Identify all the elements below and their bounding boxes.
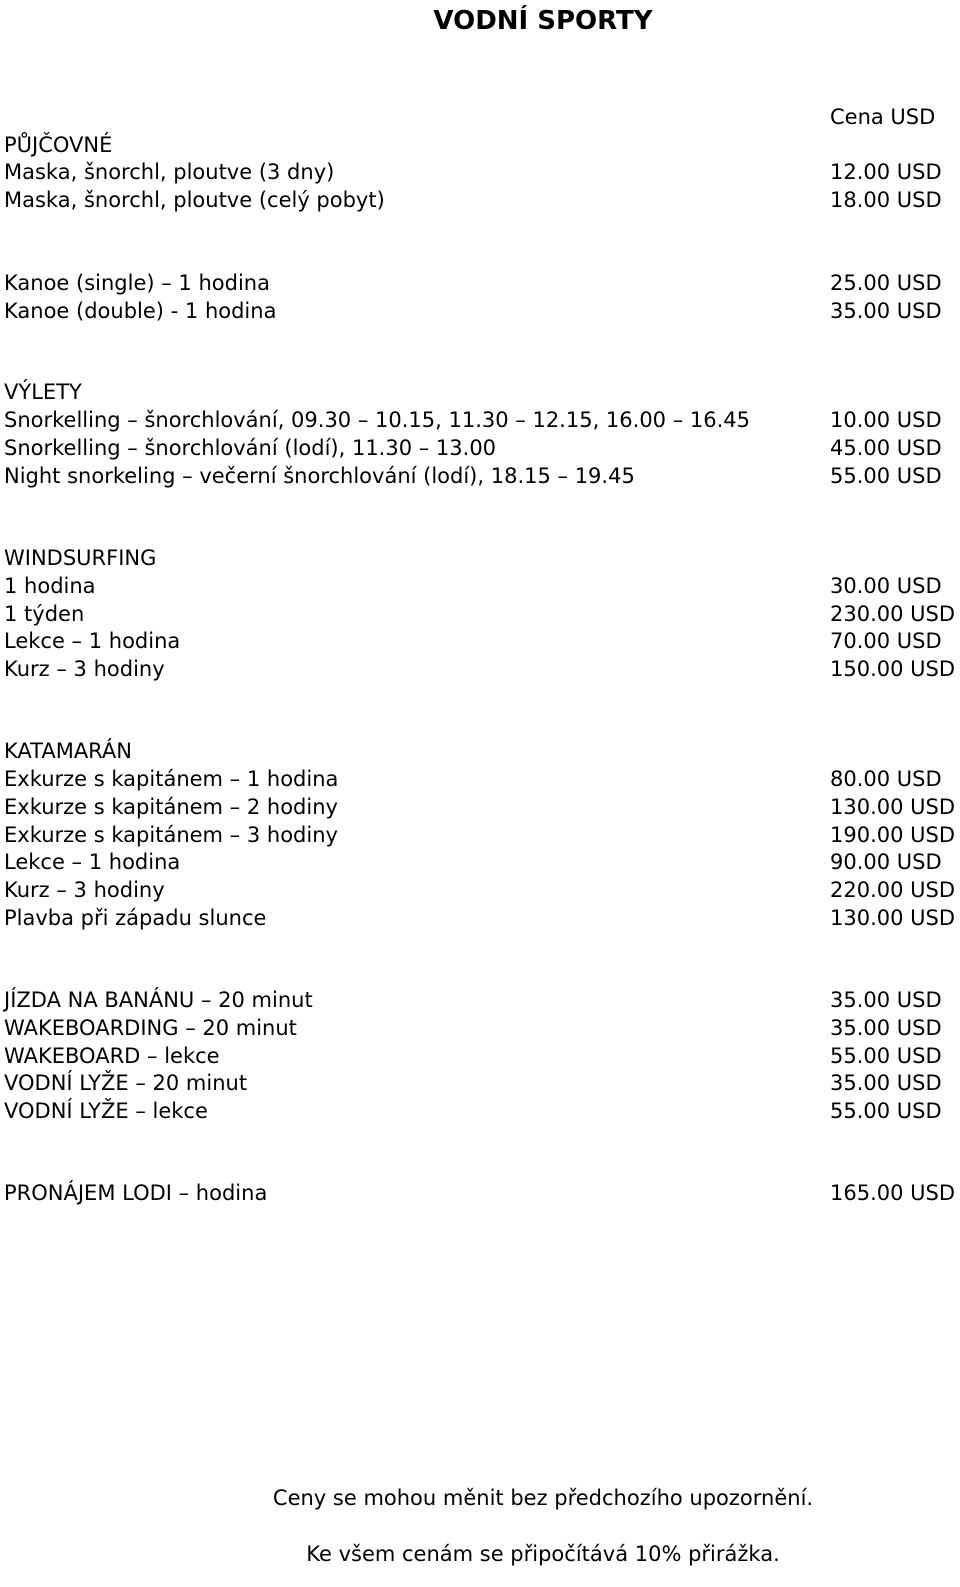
item-price: 18.00 USD [830, 188, 942, 212]
item-price: 70.00 USD [830, 629, 942, 653]
item-label: WAKEBOARDING – 20 minut [4, 1016, 297, 1040]
item-price: 55.00 USD [830, 1099, 942, 1123]
item-label: VODNÍ LYŽE – lekce [4, 1099, 208, 1123]
item-price: 220.00 USD [830, 878, 956, 902]
item-label: Kurz – 3 hodiny [4, 878, 165, 902]
item-label: JÍZDA NA BANÁNU – 20 minut [4, 988, 313, 1012]
item-price: 90.00 USD [830, 850, 942, 874]
item-price: 35.00 USD [830, 1071, 942, 1095]
item-price: 150.00 USD [830, 657, 956, 681]
item-label: PRONÁJEM LODI – hodina [4, 1181, 268, 1205]
item-price: 190.00 USD [830, 823, 956, 847]
item-price: 10.00 USD [830, 408, 942, 432]
item-label: Lekce – 1 hodina [4, 850, 181, 874]
item-price: 55.00 USD [830, 1044, 942, 1068]
page-title: VODNÍ SPORTY [433, 6, 653, 36]
item-price: 25.00 USD [830, 271, 942, 295]
item-label: Night snorkeling – večerní šnorchlování (lodí), 18.15 – 19.45 [4, 464, 635, 488]
price-change-note: Ceny se mohou měnit bez předchozího upozornění. [272, 1486, 814, 1510]
item-price: 130.00 USD [830, 795, 956, 819]
item-label: Exkurze s kapitánem – 1 hodina [4, 767, 339, 791]
item-label: Exkurze s kapitánem – 2 hodiny [4, 795, 338, 819]
item-price: 35.00 USD [830, 1016, 942, 1040]
item-price: 12.00 USD [830, 160, 942, 184]
item-label: Kanoe (double) - 1 hodina [4, 299, 277, 323]
item-label: 1 hodina [4, 574, 96, 598]
surcharge-note: Ke všem cenám se připočítává 10% přirážka. [306, 1542, 780, 1566]
item-label: Snorkelling – šnorchlování (lodí), 11.30 – 13.00 [4, 436, 497, 460]
item-price: 35.00 USD [830, 988, 942, 1012]
section-heading-windsurfing: WINDSURFING [4, 546, 157, 570]
item-price: 130.00 USD [830, 906, 956, 930]
section-heading-rental: PŮJČOVNÉ [4, 133, 113, 157]
item-label: Kanoe (single) – 1 hodina [4, 271, 270, 295]
item-price: 165.00 USD [830, 1181, 956, 1205]
price-column-header: Cena USD [830, 105, 936, 129]
item-price: 230.00 USD [830, 602, 956, 626]
item-price: 30.00 USD [830, 574, 942, 598]
section-heading-catamaran: KATAMARÁN [4, 739, 132, 763]
item-label: WAKEBOARD – lekce [4, 1044, 220, 1068]
item-label: Snorkelling – šnorchlování, 09.30 – 10.15, 11.30 – 12.15, 16.00 – 16.45 [4, 408, 751, 432]
item-label: Exkurze s kapitánem – 3 hodiny [4, 823, 338, 847]
item-price: 45.00 USD [830, 436, 942, 460]
item-label: Lekce – 1 hodina [4, 629, 181, 653]
item-price: 80.00 USD [830, 767, 942, 791]
item-label: Maska, šnorchl, ploutve (celý pobyt) [4, 188, 385, 212]
section-heading-trips: VÝLETY [4, 380, 82, 404]
item-label: Plavba při západu slunce [4, 906, 267, 930]
item-label: VODNÍ LYŽE – 20 minut [4, 1071, 248, 1095]
item-label: Kurz – 3 hodiny [4, 657, 165, 681]
item-label: 1 týden [4, 602, 85, 626]
item-label: Maska, šnorchl, ploutve (3 dny) [4, 160, 335, 184]
item-price: 55.00 USD [830, 464, 942, 488]
item-price: 35.00 USD [830, 299, 942, 323]
